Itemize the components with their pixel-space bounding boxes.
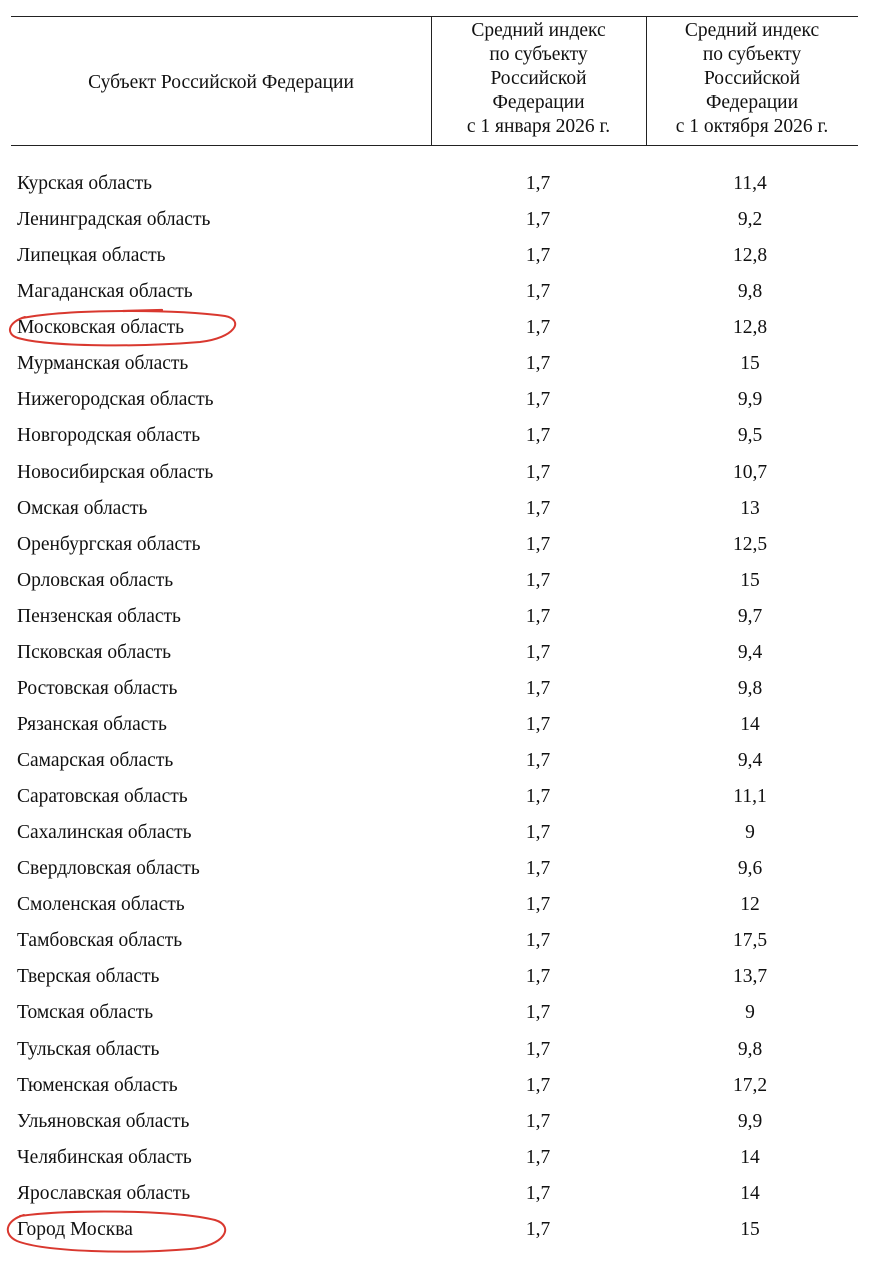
index-oct-value: 17,2	[732, 1074, 768, 1096]
index-oct-value: 9,7	[737, 605, 763, 627]
region-name: Московская область	[17, 317, 185, 339]
index-jan-value: 1,7	[525, 317, 551, 339]
index-jan-value: 1,7	[525, 677, 551, 699]
region-name: Ярославская область	[17, 1182, 191, 1204]
index-oct-value: 13	[740, 497, 760, 519]
index-oct-value: 9,9	[737, 1110, 763, 1132]
index-oct-value: 10,7	[732, 461, 768, 483]
table-row	[0, 995, 887, 1031]
index-oct-value: 17,5	[732, 930, 768, 952]
table-row	[0, 887, 887, 923]
index-jan-value: 1,7	[525, 713, 551, 735]
region-name: Пензенская область	[17, 605, 181, 627]
index-jan-value: 1,7	[525, 1218, 551, 1240]
index-jan-value: 1,7	[525, 425, 551, 447]
index-oct-value: 9,8	[737, 677, 763, 699]
index-jan-value: 1,7	[525, 353, 551, 375]
index-jan-value: 1,7	[525, 461, 551, 483]
region-name: Самарская область	[17, 750, 174, 771]
region-name: Нижегородская область	[17, 389, 214, 411]
index-jan-value: 1,7	[525, 1038, 551, 1060]
table-row	[0, 599, 887, 635]
index-oct-value: 11,4	[733, 173, 767, 194]
table-row	[0, 1104, 887, 1140]
region-name: Томская область	[17, 1002, 154, 1024]
table-row	[0, 1140, 887, 1176]
index-jan-value: 1,7	[525, 750, 551, 771]
table-row	[0, 166, 887, 202]
index-oct-value: 9,6	[737, 858, 763, 880]
index-jan-value: 1,7	[525, 1110, 551, 1132]
index-jan-value: 1,7	[525, 173, 551, 194]
table-row	[0, 310, 887, 346]
index-oct-value: 11,1	[733, 786, 767, 808]
table-row	[0, 563, 887, 599]
table-row	[0, 707, 887, 743]
index-oct-value: 12,8	[732, 317, 768, 339]
table-row	[0, 779, 887, 815]
index-jan-value: 1,7	[525, 966, 551, 988]
table-row	[0, 743, 887, 779]
region-name: Псковская область	[17, 641, 172, 663]
table-row	[0, 923, 887, 959]
index-oct-value: 14	[740, 1146, 760, 1168]
region-name: Рязанская область	[17, 713, 167, 735]
index-oct-value: 13,7	[732, 966, 768, 988]
region-name: Оренбургская область	[17, 533, 201, 555]
index-oct-value: 12,5	[732, 533, 768, 555]
region-name: Новосибирская область	[17, 461, 214, 483]
table-row	[0, 671, 887, 707]
table-row	[0, 382, 887, 418]
index-jan-value: 1,7	[525, 822, 551, 844]
index-jan-value: 1,7	[525, 497, 551, 519]
index-oct-value: 9,9	[737, 389, 763, 411]
index-oct-value: 9,8	[737, 281, 763, 303]
region-name: Тверская область	[17, 966, 160, 988]
region-name: Тюменская область	[17, 1074, 178, 1096]
table-row	[0, 274, 887, 310]
table-body	[0, 166, 887, 1248]
region-name: Омская область	[17, 497, 148, 519]
index-oct-value: 9	[745, 1002, 755, 1024]
index-jan-value: 1,7	[525, 569, 551, 591]
region-name: Магаданская область	[17, 281, 193, 303]
index-jan-value: 1,7	[525, 1074, 551, 1096]
index-oct-value: 15	[740, 1218, 760, 1240]
index-oct-value: 15	[740, 569, 760, 591]
index-oct-value: 9	[745, 822, 755, 844]
table-row	[0, 1068, 887, 1104]
index-jan-value: 1,7	[525, 1146, 551, 1168]
table-row	[0, 527, 887, 563]
index-jan-value: 1,7	[525, 894, 551, 916]
table-row	[0, 238, 887, 274]
index-oct-value: 12	[740, 894, 760, 916]
index-jan-value: 1,7	[525, 605, 551, 627]
index-oct-value: 14	[740, 713, 760, 735]
table-row	[0, 1176, 887, 1212]
index-oct-value: 9,4	[737, 750, 763, 771]
header-region: Субъект Российской Федерации	[88, 72, 354, 93]
region-name: Свердловская область	[17, 858, 200, 880]
table-row	[0, 815, 887, 851]
region-name: Курская область	[17, 173, 153, 194]
region-name: Город Москва	[17, 1218, 133, 1240]
region-name: Тамбовская область	[17, 930, 183, 952]
table-row	[0, 346, 887, 382]
index-jan-value: 1,7	[525, 786, 551, 808]
index-oct-value: 9,5	[737, 425, 763, 447]
table-row	[0, 202, 887, 238]
index-jan-value: 1,7	[525, 641, 551, 663]
index-oct-value: 12,8	[732, 245, 768, 267]
index-jan-value: 1,7	[525, 245, 551, 267]
index-jan-value: 1,7	[525, 1002, 551, 1024]
table-row	[0, 1032, 887, 1068]
region-name: Новгородская область	[17, 425, 201, 447]
table-row	[0, 635, 887, 671]
table-row	[0, 455, 887, 491]
header-index-jan: Средний индекс по субъекту Российской Федерации с 1 января 2026 г.	[466, 20, 611, 137]
table-row	[0, 491, 887, 527]
index-oct-value: 15	[740, 353, 760, 375]
region-name: Смоленская область	[17, 894, 185, 916]
index-jan-value: 1,7	[525, 1182, 551, 1204]
index-jan-value: 1,7	[525, 858, 551, 880]
region-name: Орловская область	[17, 569, 174, 591]
table-row	[0, 959, 887, 995]
table-row	[0, 851, 887, 887]
index-oct-value: 9,4	[737, 641, 763, 663]
region-name: Ленинградская область	[17, 209, 211, 231]
index-oct-value: 14	[740, 1182, 760, 1204]
region-name: Мурманская область	[17, 353, 189, 375]
region-name: Челябинская область	[17, 1146, 192, 1168]
index-oct-value: 9,8	[737, 1038, 763, 1060]
index-jan-value: 1,7	[525, 389, 551, 411]
header-index-oct: Средний индекс по субъекту Российской Федерации с 1 октября 2026 г.	[675, 20, 829, 137]
table-row	[0, 1212, 887, 1248]
region-name: Ульяновская область	[17, 1110, 190, 1132]
index-jan-value: 1,7	[525, 281, 551, 303]
region-name: Ростовская область	[17, 677, 178, 699]
index-jan-value: 1,7	[525, 533, 551, 555]
region-name: Липецкая область	[17, 245, 166, 267]
region-name: Сахалинская область	[17, 822, 192, 844]
index-oct-value: 9,2	[737, 209, 763, 231]
region-name: Тульская область	[17, 1038, 160, 1060]
table-row	[0, 418, 887, 454]
region-name: Саратовская область	[17, 786, 188, 808]
index-jan-value: 1,7	[525, 209, 551, 231]
index-jan-value: 1,7	[525, 930, 551, 952]
